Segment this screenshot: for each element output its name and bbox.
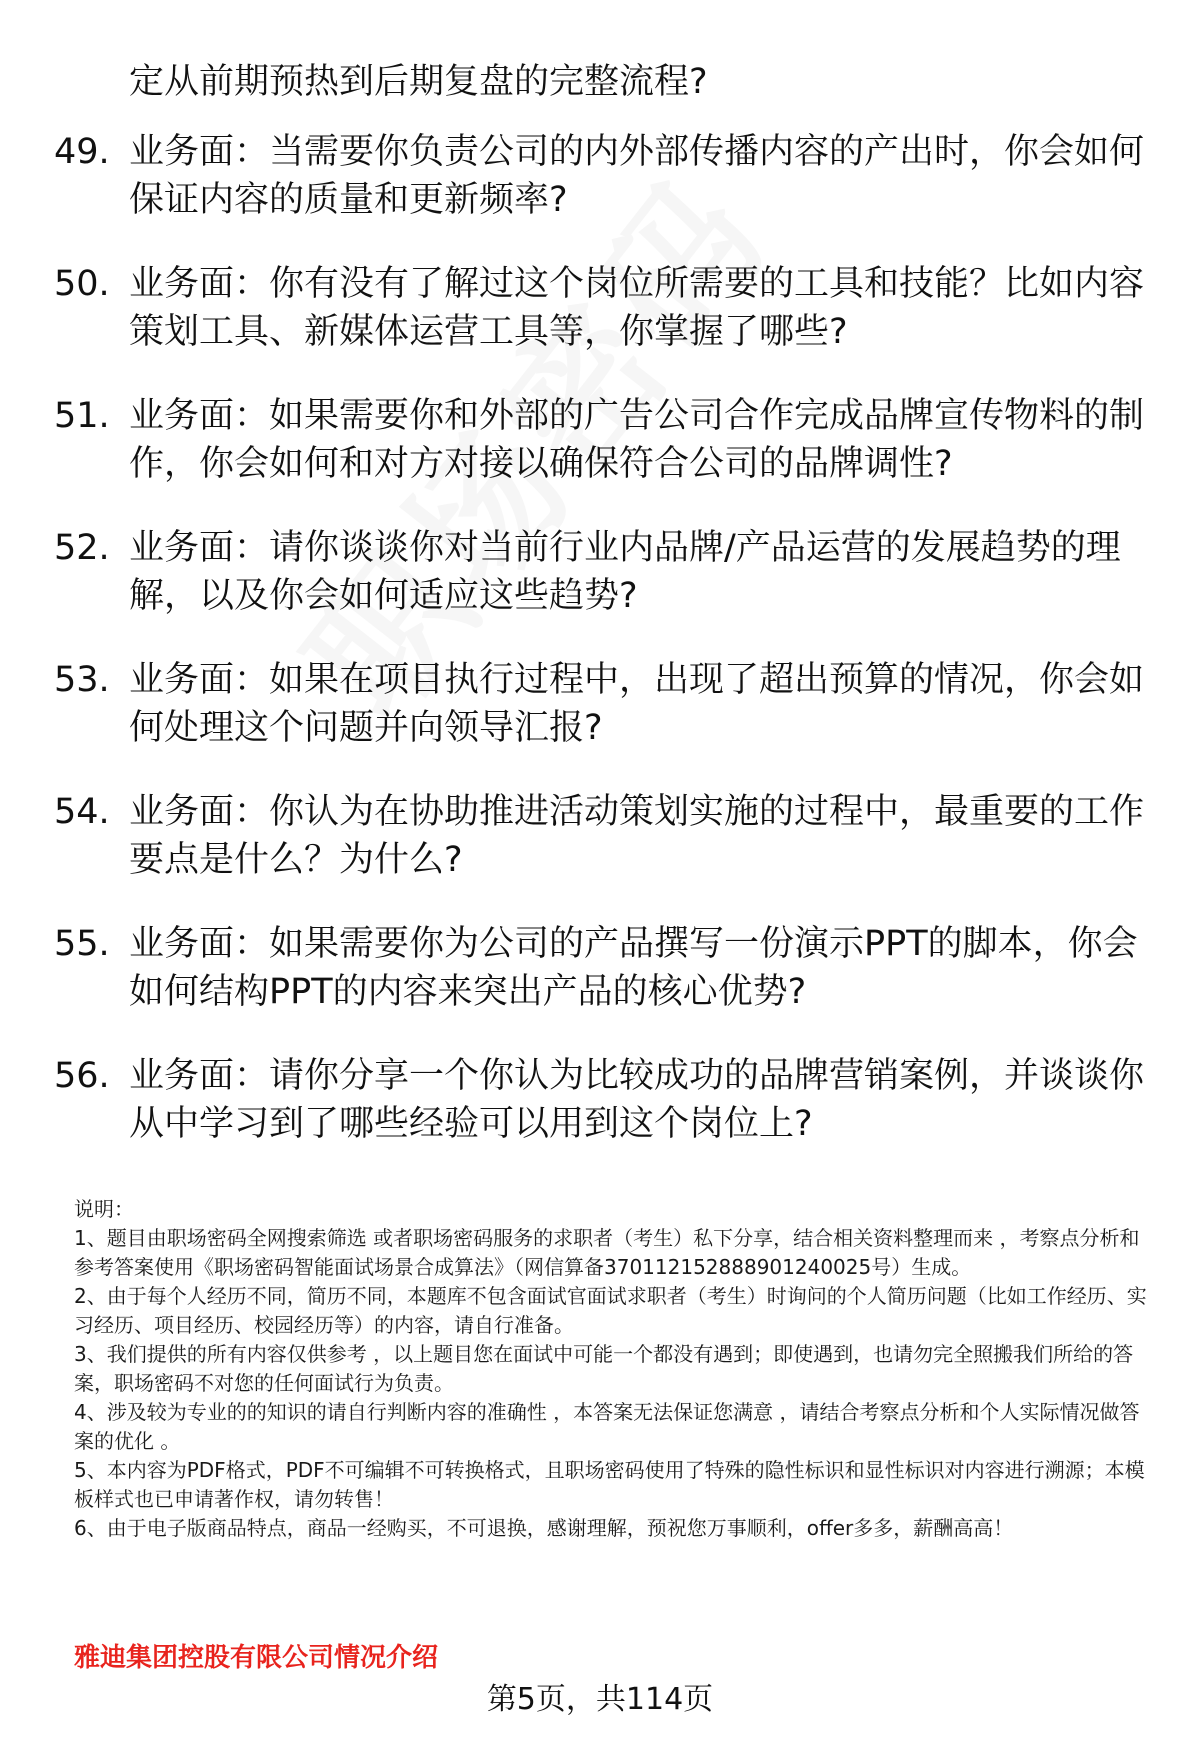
question-text: 业务面：当需要你负责公司的内外部传播内容的产出时，你会如何保证内容的质量和更新频率? [129,132,1145,220]
question-text: 业务面：如果需要你为公司的产品撰写一份演示PPT的脚本，你会如何结构PPT的内容来突出产品的核心优势? [129,924,1138,1012]
question-number: 51. [54,396,110,436]
question-text: 业务面：你认为在协助推进活动策划实施的过程中，最重要的工作要点是什么？为什么? [129,792,1145,880]
note-item: 5、本内容为PDF格式，PDF不可编辑不可转换格式，且职场密码使用了特殊的隐性标识和显性标识对内容进行溯源；本模板样式也已申请著作权，请勿转售！ [74,1458,1145,1511]
question-number: 55. [54,924,110,964]
question-item [0,260,1200,392]
question-item [0,128,1200,260]
company-section-title[interactable]: 雅迪集团控股有限公司情况介绍 [74,1643,439,1673]
question-text: 业务面：请你谈谈你对当前行业内品牌/产品运营的发展趋势的理解，以及你会如何适应这些趋势? [129,528,1121,616]
question-continuation: 定从前期预热到后期复盘的完整流程? [129,62,708,102]
question-text: 业务面：如果在项目执行过程中，出现了超出预算的情况，你会如何处理这个问题并向领导汇报? [129,660,1145,748]
question-item [0,920,1200,1052]
question-text: 业务面：如果需要你和外部的广告公司合作完成品牌宣传物料的制作，你会如何和对方对接以确保符合公司的品牌调性? [129,396,1145,484]
notes-section [74,1195,1154,1543]
note-item: 1、题目由职场密码全网搜索筛选 或者职场密码服务的求职者（考生）私下分享，结合相关资料整理而来 ，考察点分析和参考答案使用《职场密码智能面试场景合成算法》（网信算备370112152888901240025号）生成。 [74,1226,1140,1279]
page-number: 第5页，共114页 [486,1682,714,1717]
question-text: 业务面：你有没有了解过这个岗位所需要的工具和技能？比如内容策划工具、新媒体运营工具等，你掌握了哪些? [129,264,1145,352]
notes-title: 说明： [74,1197,134,1221]
question-number: 53. [54,660,110,700]
question-number: 56. [54,1056,110,1096]
note-item: 2、由于每个人经历不同，简历不同，本题库不包含面试官面试求职者（考生）时询问的个人简历问题（比如工作经历、实习经历、项目经历、校园经历等）的内容，请自行准备。 [74,1284,1147,1337]
question-item [0,392,1200,524]
question-item [0,524,1200,656]
question-number: 52. [54,528,110,568]
question-number: 54. [54,792,110,832]
question-list [0,128,1200,1184]
question-number: 50. [54,264,110,304]
question-item [0,788,1200,920]
question-text: 业务面：请你分享一个你认为比较成功的品牌营销案例，并谈谈你从中学习到了哪些经验可以用到这个岗位上? [129,1056,1145,1144]
note-item: 3、我们提供的所有内容仅供参考 ，以上题目您在面试中可能一个都没有遇到；即使遇到，也请勿完全照搬我们所给的答案，职场密码不对您的任何面试行为负责。 [74,1342,1134,1395]
question-item [0,1052,1200,1184]
question-item [0,656,1200,788]
question-number: 49. [54,132,110,172]
note-item: 4、涉及较为专业的的知识的请自行判断内容的准确性 ，本答案无法保证您满意 ，请结合考察点分析和个人实际情况做答案的优化 。 [74,1400,1140,1453]
note-item: 6、由于电子版商品特点，商品一经购买，不可退换，感谢理解，预祝您万事顺利，offer多多，薪酬高高！ [74,1516,1014,1540]
